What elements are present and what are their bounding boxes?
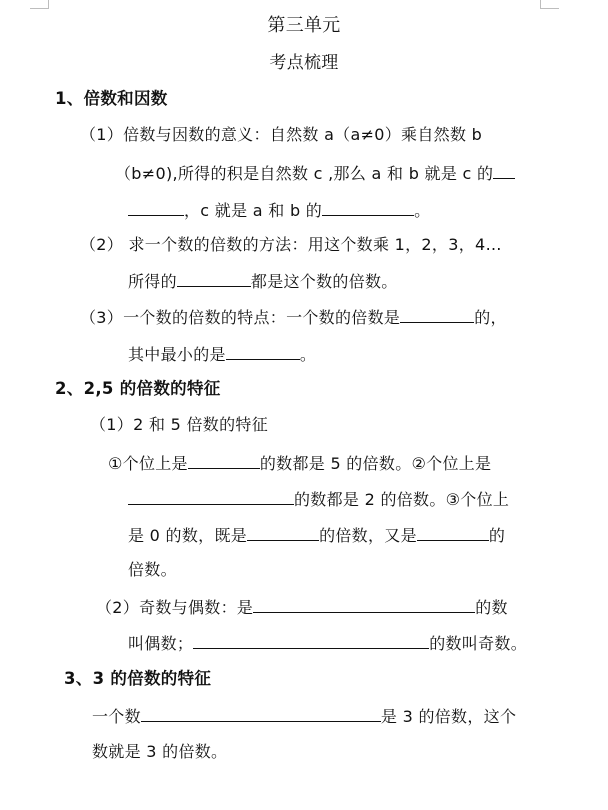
s2-item2-line1 bbox=[96, 596, 508, 618]
s1-item1-line3 bbox=[128, 199, 430, 221]
period: 。 bbox=[299, 345, 317, 364]
page-corner-mark-right bbox=[540, 0, 559, 9]
s3-line1-text: 一个数 bbox=[92, 707, 141, 726]
s1-item2-line1: （2） 求一个数的倍数的方法：用这个数乘 1，2，3，4… bbox=[80, 235, 502, 254]
document-subtitle: 考点梳理 bbox=[269, 53, 339, 73]
s2-item1-line2 bbox=[128, 488, 509, 510]
s3-line1 bbox=[92, 705, 516, 727]
fill-blank[interactable] bbox=[188, 452, 260, 469]
s1-item3-line2-text: 其中最小的是 bbox=[128, 345, 226, 364]
s2-item1-line3-text-end: 的 bbox=[488, 526, 506, 545]
fill-blank[interactable] bbox=[322, 199, 414, 216]
s1-item3-line1-text-end: 的， bbox=[474, 308, 507, 327]
s1-item1-line1: （1）倍数与因数的意义：自然数 a（a≠0）乘自然数 b bbox=[80, 125, 483, 144]
s3-line1-text-end: 是 3 的倍数，这个 bbox=[380, 707, 517, 726]
fill-blank[interactable] bbox=[177, 270, 251, 287]
fill-blank[interactable] bbox=[493, 162, 515, 179]
s3-line2: 数就是 3 的倍数。 bbox=[92, 742, 228, 761]
section-2-heading: 2、2,5 的倍数的特征 bbox=[55, 379, 221, 398]
s2-item2-line2 bbox=[128, 632, 527, 654]
s2-item1-line1 bbox=[108, 452, 491, 474]
s1-item2-line2 bbox=[128, 270, 398, 292]
fill-blank[interactable] bbox=[128, 488, 294, 505]
s2-item1-label: （1）2 和 5 倍数的特征 bbox=[90, 415, 268, 434]
fill-blank[interactable] bbox=[128, 199, 184, 216]
s1-item1-line2-text: （b≠0),所得的积是自然数 c ,那么 a 和 b 就是 c 的 bbox=[115, 164, 494, 183]
s2-item2-line2-text: 叫偶数； bbox=[128, 634, 194, 653]
s1-item3-line1 bbox=[80, 306, 507, 328]
s2-item1-line3-text: 是 0 的数，既是 bbox=[128, 526, 248, 545]
fill-blank[interactable] bbox=[417, 524, 489, 541]
fill-blank[interactable] bbox=[193, 632, 429, 649]
s1-item2-line2-text: 所得的 bbox=[128, 272, 177, 291]
fill-blank[interactable] bbox=[226, 343, 300, 360]
s1-item3-line2 bbox=[128, 343, 316, 365]
s2-item1-line1-text-end: 的数都是 5 的倍数。②个位上是 bbox=[259, 454, 492, 473]
s2-item2-line1-text-end: 的数 bbox=[475, 598, 508, 617]
fill-blank[interactable] bbox=[247, 524, 319, 541]
s2-item1-line1-text: ①个位上是 bbox=[108, 454, 188, 473]
s1-item1-line2 bbox=[115, 162, 515, 184]
fill-blank[interactable] bbox=[141, 705, 381, 722]
s1-item2-line2-text-end: 都是这个数的倍数。 bbox=[250, 272, 398, 291]
s2-item2-line1-text: （2）奇数与偶数：是 bbox=[96, 598, 254, 617]
s2-item1-line3 bbox=[128, 524, 505, 546]
period: 。 bbox=[414, 201, 431, 220]
s1-item3-line1-text: （3）一个数的倍数的特点：一个数的倍数是 bbox=[80, 308, 401, 327]
s1-item1-line3-text: ，c 就是 a 和 b 的 bbox=[184, 201, 323, 220]
section-1-heading: 1、倍数和因数 bbox=[55, 89, 168, 108]
fill-blank[interactable] bbox=[253, 596, 475, 613]
s2-item1-line4: 倍数。 bbox=[128, 560, 177, 579]
fill-blank[interactable] bbox=[400, 306, 474, 323]
s2-item2-line2-text-end: 的数叫奇数。 bbox=[429, 634, 528, 653]
document-title: 第三单元 bbox=[267, 15, 341, 36]
s2-item1-line2-text: 的数都是 2 的倍数。③个位上 bbox=[294, 490, 510, 509]
s2-item1-line3-text-mid: 的倍数，又是 bbox=[319, 526, 417, 545]
section-3-heading: 3、3 的倍数的特征 bbox=[64, 669, 212, 688]
page-corner-mark-left bbox=[30, 0, 49, 9]
